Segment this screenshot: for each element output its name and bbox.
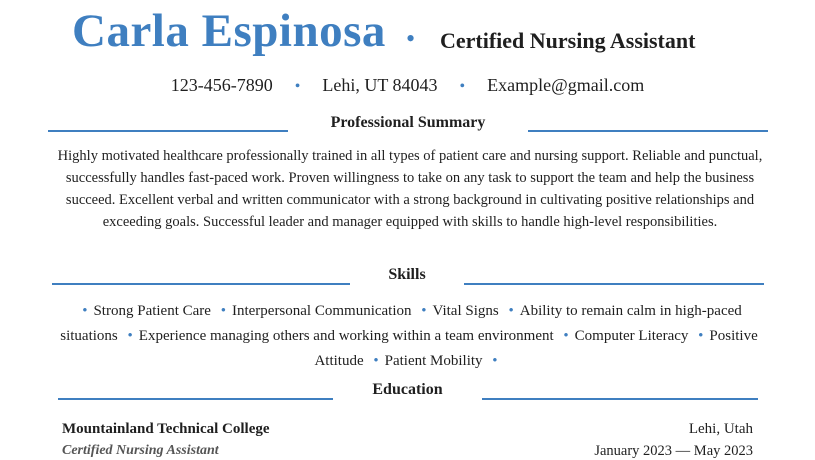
school-location: Lehi, Utah bbox=[688, 421, 753, 437]
school-name: Mountainland Technical College bbox=[62, 421, 270, 437]
skill-item: Computer Literacy bbox=[574, 328, 689, 344]
section-rule-left bbox=[58, 398, 333, 400]
skill-item: Positive Attitude bbox=[314, 328, 758, 369]
bullet-icon: • bbox=[82, 303, 88, 319]
section-rule-right bbox=[482, 398, 758, 400]
degree: Certified Nursing Assistant bbox=[62, 443, 219, 458]
contact-separator: • bbox=[459, 78, 466, 95]
bullet-icon: • bbox=[373, 353, 379, 369]
bullet-icon: • bbox=[698, 328, 704, 344]
section-rule-right bbox=[464, 283, 764, 285]
section-rule-right bbox=[528, 130, 768, 132]
skill-item: Vital Signs bbox=[432, 303, 499, 319]
summary-heading: Professional Summary bbox=[330, 114, 486, 131]
bullet-icon: • bbox=[508, 303, 514, 319]
section-rule-left bbox=[48, 130, 288, 132]
location: Lehi, UT 84043 bbox=[322, 75, 438, 95]
email: Example@gmail.com bbox=[487, 75, 645, 95]
job-title: Certified Nursing Assistant bbox=[440, 28, 696, 53]
bullet-icon: • bbox=[421, 303, 427, 319]
contact-separator: • bbox=[294, 78, 301, 95]
bullet-icon: • bbox=[220, 303, 226, 319]
education-dates: January 2023 — May 2023 bbox=[594, 443, 753, 459]
bullet-icon: • bbox=[563, 328, 569, 344]
summary-text: Highly motivated healthcare professionally trained in all types of patient care and nursing support. Reliable and punctual, successfully handles fast-paced work. Proven willingness to take on any task to support the team and help the business succeed. Excellent verbal and written communicator with a strong background in cultivating positive relationships and exceeding goals. Successful leader and manager equipped with skills to handle high-level responsibilities. bbox=[57, 148, 763, 230]
skill-item: Interpersonal Communication bbox=[231, 303, 412, 319]
candidate-name: Carla Espinosa bbox=[72, 5, 386, 57]
phone: 123-456-7890 bbox=[170, 75, 273, 95]
skill-item: Patient Mobility bbox=[384, 353, 483, 369]
section-rule-left bbox=[52, 283, 350, 285]
skills-heading: Skills bbox=[388, 266, 426, 283]
skill-item: Strong Patient Care bbox=[93, 303, 211, 319]
skill-item: Experience managing others and working within a team environment bbox=[138, 328, 554, 344]
education-heading: Education bbox=[372, 381, 443, 398]
skills-list bbox=[50, 299, 768, 374]
skill-item: Ability to remain calm in high-paced situations bbox=[60, 303, 742, 344]
title-separator: • bbox=[406, 24, 416, 53]
bullet-icon: • bbox=[492, 353, 498, 369]
contact-line bbox=[0, 75, 815, 96]
bullet-icon: • bbox=[127, 328, 133, 344]
